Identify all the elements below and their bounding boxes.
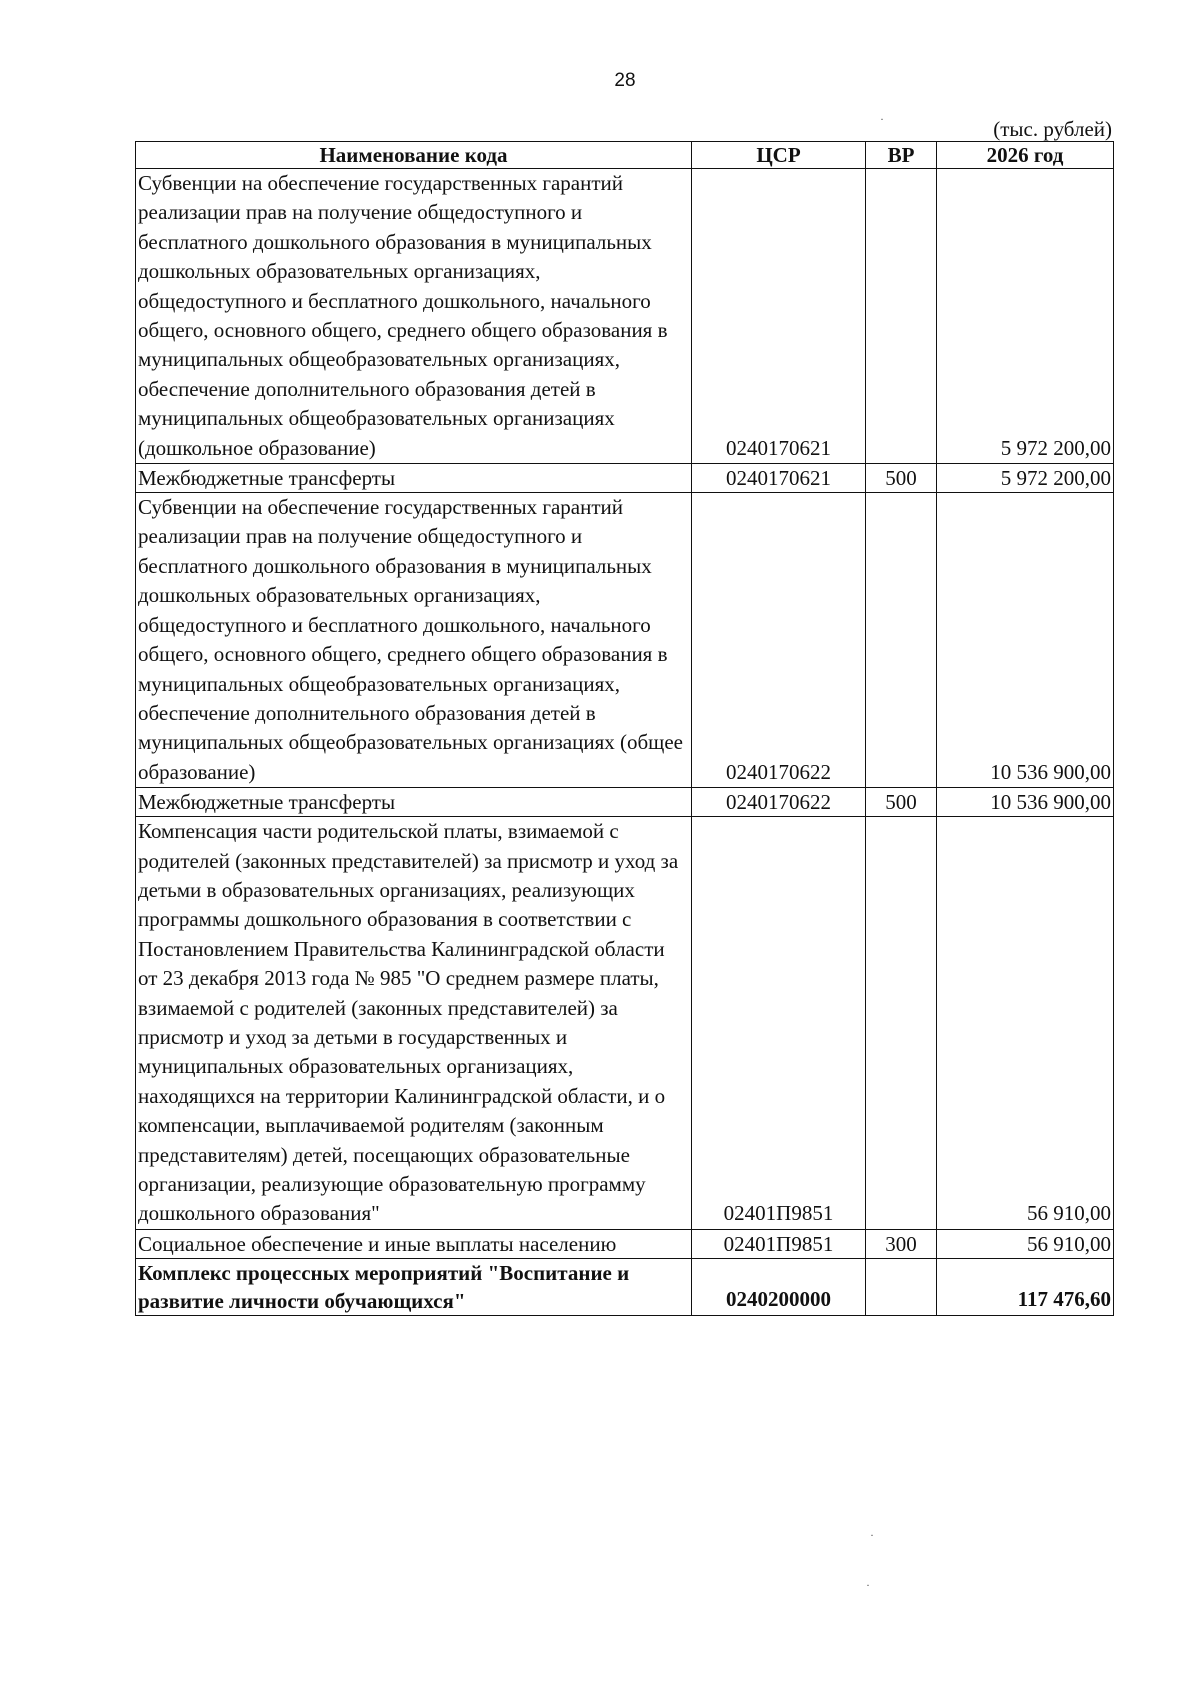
row-vr: 500	[866, 464, 937, 493]
row-vr	[866, 493, 937, 788]
page-number: 28	[614, 70, 636, 91]
row-vr	[866, 817, 937, 1230]
row-amount: 10 536 900,00	[937, 788, 1114, 817]
row-amount: 5 972 200,00	[937, 169, 1114, 464]
row-vr	[866, 169, 937, 464]
table-row	[136, 788, 1114, 817]
units-label: (тыс. рублей)	[993, 117, 1112, 141]
scan-speck: ·	[880, 112, 884, 126]
row-csr: 02401П9851	[692, 817, 866, 1230]
header-name: Наименование кода	[136, 142, 692, 169]
table-row	[136, 169, 1114, 464]
row-name: Комплекс процессных мероприятий "Воспитание и развитие личности обучающихся"	[136, 1258, 692, 1315]
table-header-row	[136, 142, 1114, 169]
row-vr: 500	[866, 788, 937, 817]
scan-speck: ·	[870, 1528, 874, 1542]
row-amount: 117 476,60	[937, 1258, 1114, 1315]
header-year: 2026 год	[937, 142, 1114, 169]
row-name: Компенсация части родительской платы, взимаемой с родителей (законных представителей) за присмотр и уход за детьми в образовательных организациях, реализующих программы дошкольного образования в соответствии с Постановлением Правительства Калининградской области от 23 декабря 2013 года № 985 "О среднем размере платы, взимаемой с родителей (законных представителей) за присмотр и уход за детьми в государственных и муниципальных образовательных организациях, находящихся на территории Калининградской области, и о компенсации, выплачиваемой родителям (законным представителям) детей, посещающих образовательные организации, реализующие образовательную программу дошкольного образования"	[136, 817, 692, 1230]
scan-speck: ·	[866, 1578, 870, 1592]
row-csr: 0240170621	[692, 169, 866, 464]
row-vr	[866, 1258, 937, 1315]
row-name: Социальное обеспечение и иные выплаты населению	[136, 1229, 692, 1258]
row-csr: 0240200000	[692, 1258, 866, 1315]
table-row	[136, 1258, 1114, 1315]
header-csr: ЦСР	[692, 142, 866, 169]
table-row	[136, 493, 1114, 788]
table-row	[136, 817, 1114, 1230]
row-vr: 300	[866, 1229, 937, 1258]
table-row	[136, 464, 1114, 493]
header-vr: ВР	[866, 142, 937, 169]
row-name: Межбюджетные трансферты	[136, 788, 692, 817]
row-amount: 5 972 200,00	[937, 464, 1114, 493]
row-name: Субвенции на обеспечение государственных гарантий реализации прав на получение общедоступного и бесплатного дошкольного образования в муниципальных дошкольных образовательных организациях, общедоступного и бесплатного дошкольного, начального общего, основного общего, среднего общего образования в муниципальных общеобразовательных организациях, обеспечение дополнительного образования детей в муниципальных общеобразовательных организациях (общее образование)	[136, 493, 692, 788]
row-csr: 0240170622	[692, 788, 866, 817]
table-row	[136, 1229, 1114, 1258]
budget-table	[135, 141, 1114, 1316]
row-amount: 10 536 900,00	[937, 493, 1114, 788]
row-name: Межбюджетные трансферты	[136, 464, 692, 493]
row-amount: 56 910,00	[937, 1229, 1114, 1258]
row-amount: 56 910,00	[937, 817, 1114, 1230]
row-csr: 02401П9851	[692, 1229, 866, 1258]
row-csr: 0240170621	[692, 464, 866, 493]
row-csr: 0240170622	[692, 493, 866, 788]
row-name: Субвенции на обеспечение государственных гарантий реализации прав на получение общедоступного и бесплатного дошкольного образования в муниципальных дошкольных образовательных организациях, общедоступного и бесплатного дошкольного, начального общего, основного общего, среднего общего образования в муниципальных общеобразовательных организациях, обеспечение дополнительного образования детей в муниципальных общеобразовательных организациях (дошкольное образование)	[136, 169, 692, 464]
